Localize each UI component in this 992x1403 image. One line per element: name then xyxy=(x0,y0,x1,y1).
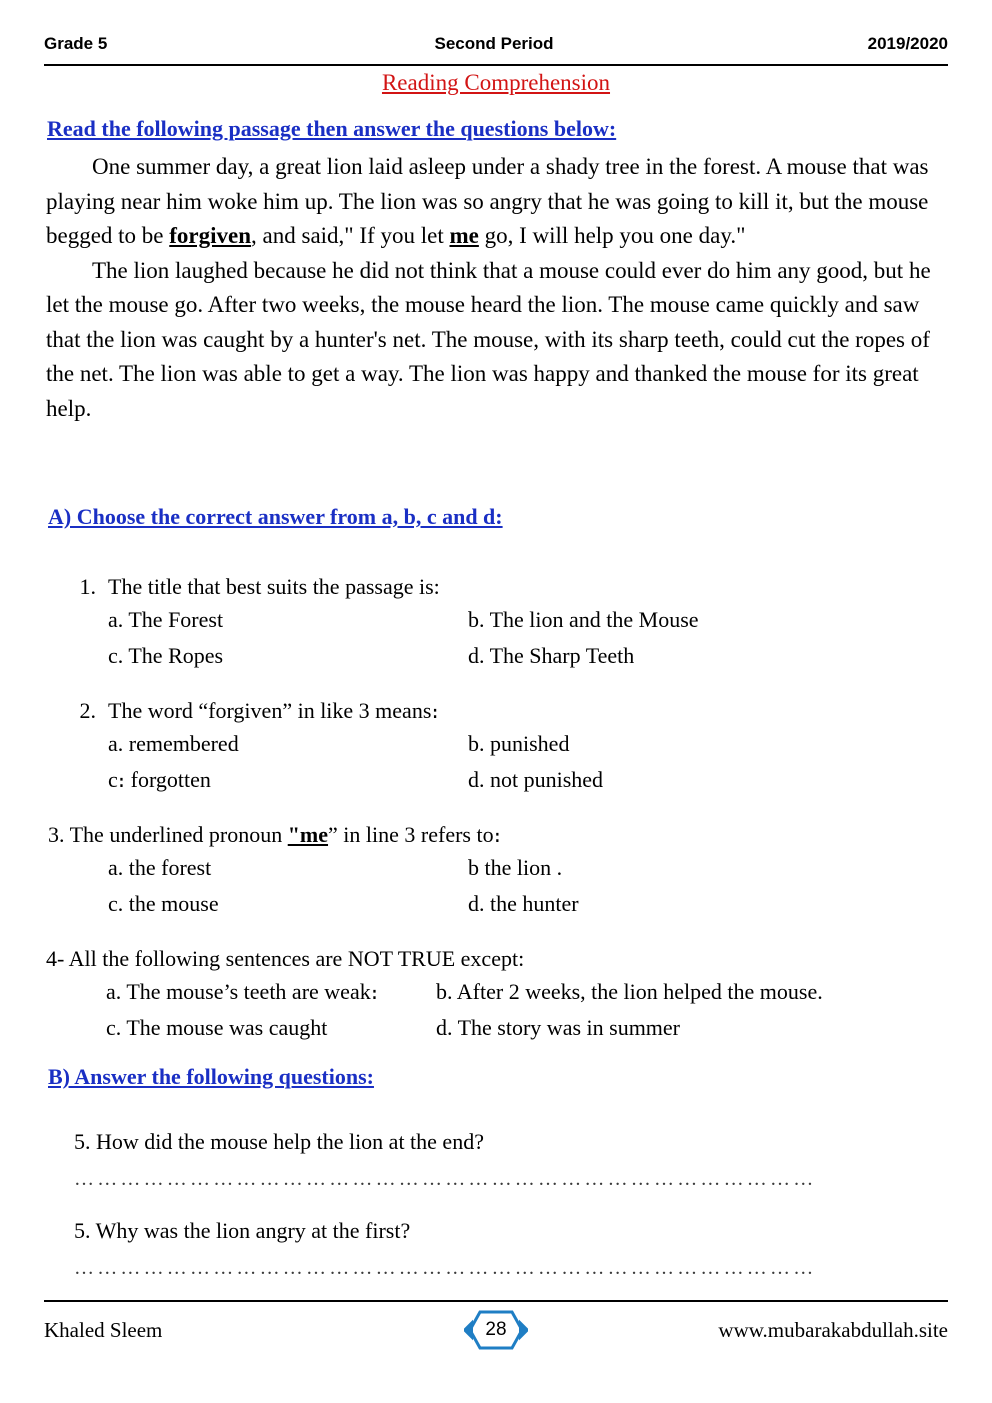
footer-author: Khaled Sleem xyxy=(44,1317,163,1342)
question-3-option-c[interactable]: c. the mouse xyxy=(108,891,219,916)
page-number: 28 xyxy=(485,1319,507,1340)
question-2 xyxy=(48,696,948,798)
question-4 xyxy=(46,944,948,1046)
header-period: Second Period xyxy=(434,34,554,53)
footer-page-area xyxy=(374,1308,618,1352)
question-2-option-a[interactable]: a. remembered xyxy=(108,731,239,756)
question-2-option-c[interactable]: c։ forgotten xyxy=(108,767,211,792)
question-3-options xyxy=(108,850,948,922)
question-1-options xyxy=(108,602,948,674)
question-4-stem xyxy=(46,944,948,974)
answer-line-2[interactable]: …………………………………………………………………………………… xyxy=(74,1257,817,1279)
page-header xyxy=(44,34,948,54)
page-number-badge xyxy=(464,1308,528,1352)
question-1-option-c[interactable]: c. The Ropes xyxy=(108,643,224,668)
question-2-stem: The word “forgiven” in like 3 means։ xyxy=(108,698,439,723)
question-3-stem-before: The underlined pronoun xyxy=(69,822,288,847)
question-4-stem-text: All the following sentences are NOT TRUE except: xyxy=(68,946,525,971)
answer-line-1[interactable]: …………………………………………………………………………………… xyxy=(74,1168,817,1190)
question-2-number: 2. xyxy=(79,698,96,723)
footer-divider xyxy=(44,1300,948,1302)
question-3-stem-after: ” in line 3 refers to։ xyxy=(328,822,501,847)
question-2-option-b[interactable]: b. punished xyxy=(468,731,570,756)
question-4-option-c[interactable]: c. The mouse was caught xyxy=(106,1015,328,1040)
header-grade: Grade 5 xyxy=(44,34,108,53)
section-b-questions xyxy=(48,1126,948,1304)
footer-website: www.mubarakabdullah.site xyxy=(718,1317,948,1342)
passage-bold-forgiven: forgiven xyxy=(169,223,252,248)
page-title: Reading Comprehension xyxy=(381,70,611,95)
question-5-text: 5. How did the mouse help the lion at the end? xyxy=(74,1129,484,1154)
question-1-number: 1. xyxy=(79,574,96,599)
question-1-stem: The title that best suits the passage is: xyxy=(108,574,440,599)
question-4-option-a[interactable]: a. The mouse’s teeth are weak։ xyxy=(106,979,379,1004)
section-a-heading: A) Choose the correct answer from a, b, c and d: xyxy=(48,504,503,529)
question-3-option-a[interactable]: a. the forest xyxy=(108,855,212,880)
question-4-number: 4- xyxy=(46,946,65,971)
section-a-questions xyxy=(48,572,948,1068)
question-3-number: 3. xyxy=(48,822,65,847)
page-footer xyxy=(44,1308,948,1352)
question-1 xyxy=(48,572,948,674)
question-4-options xyxy=(106,974,948,1046)
passage-p1-text-c: go, I will help you one day." xyxy=(478,223,746,248)
question-3 xyxy=(48,820,948,922)
question-4-option-b[interactable]: b. After 2 weeks, the lion helped the mouse. xyxy=(436,979,823,1004)
passage-p1-text-a: One summer day, a great lion laid asleep under a shady tree in the forest. A mouse that was playing near him woke him up. The lion was so angry that he was going to kill it, but the mouse begged to be xyxy=(46,154,929,248)
reading-passage xyxy=(46,150,946,426)
question-6-text: 5. Why was the lion angry at the first? xyxy=(74,1218,411,1243)
question-3-stem-bold: "me xyxy=(287,822,329,847)
section-b-heading: B) Answer the following questions: xyxy=(48,1064,374,1089)
question-2-option-d[interactable]: d. not punished xyxy=(468,767,604,792)
passage-bold-me: me xyxy=(449,223,479,248)
header-year: 2019/2020 xyxy=(867,34,948,53)
question-4-option-d[interactable]: d. The story was in summer xyxy=(436,1015,681,1040)
question-1-option-b[interactable]: b. The lion and the Mouse xyxy=(468,607,699,632)
question-2-options xyxy=(108,726,948,798)
header-divider xyxy=(44,64,948,66)
reading-instruction: Read the following passage then answer the questions below: xyxy=(47,116,617,141)
question-3-option-b[interactable]: b the lion . xyxy=(468,855,563,880)
question-1-option-d[interactable]: d. The Sharp Teeth xyxy=(468,643,635,668)
question-1-option-a[interactable]: a. The Forest xyxy=(108,607,224,632)
passage-paragraph-1 xyxy=(46,150,946,254)
question-3-option-d[interactable]: d. the hunter xyxy=(468,891,579,916)
question-3-stem xyxy=(48,820,948,850)
passage-paragraph-2: The lion laughed because he did not think that a mouse could ever do him any good, but he let the mouse go. After two weeks, the mouse heard the lion. The mouse came quickly and saw that the lion was caught by a hunter's net. The mouse, with its sharp teeth, could cut the ropes of the net. The lion was able to get a way. The lion was happy and thanked the mouse for its great help. xyxy=(46,257,931,421)
passage-p1-text-b: , and said," If you let xyxy=(251,223,450,248)
